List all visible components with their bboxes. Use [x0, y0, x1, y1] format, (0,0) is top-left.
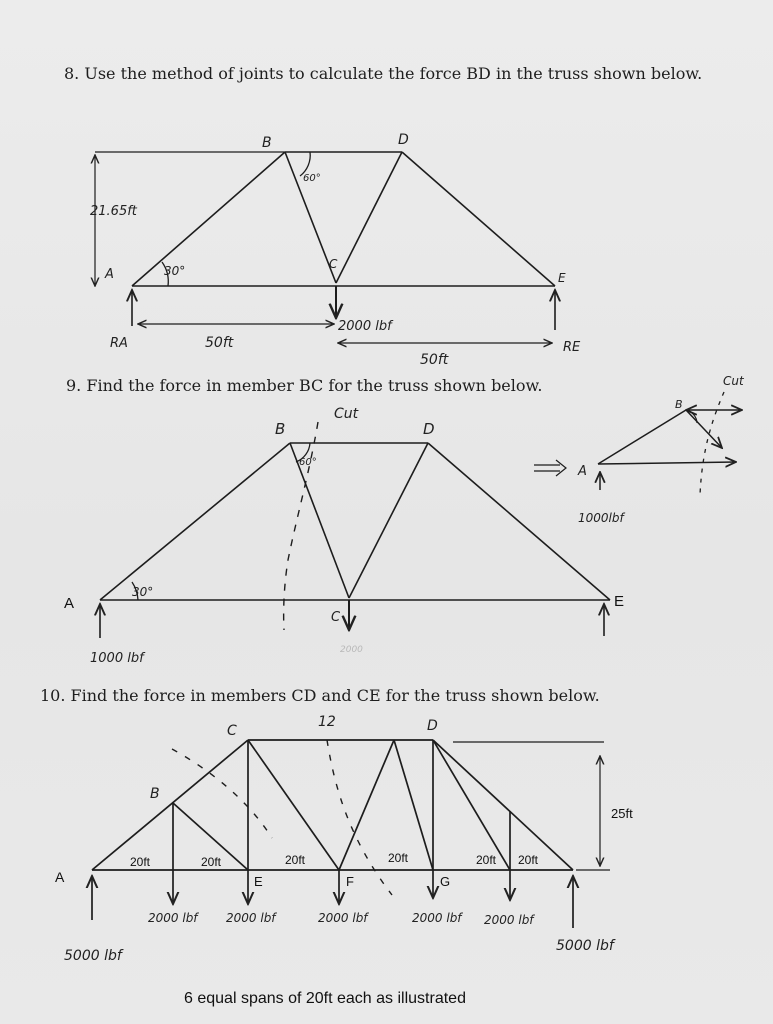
fig9-angle-a-label: 30°: [132, 585, 154, 599]
fig9-cut-label: Cut: [334, 406, 359, 422]
inset-member-ab: [598, 410, 686, 464]
fig10-member-ac: [92, 740, 248, 870]
figure-10-labels: [55, 714, 633, 964]
fig10-node-b: B: [150, 786, 160, 802]
fig10-load-label-4: 2000 lbf: [412, 911, 462, 925]
fig10-span-6: 20ft: [518, 853, 539, 867]
fig10-diag-right: [433, 740, 510, 870]
fig10-footnote: 6 equal spans of 20ft each as illustrated: [184, 990, 466, 1007]
fig9-member-cd: [349, 443, 428, 598]
figure-8-labels: [90, 132, 581, 368]
fig10-load-label-3: 2000 lbf: [318, 911, 368, 925]
question-8-text: 8. Use the method of joints to calculate the force BD in the truss shown below.: [64, 64, 703, 83]
fig10-node-d: D: [427, 718, 438, 734]
fig8-node-a: A: [105, 267, 114, 282]
fig10-span-4: 20ft: [388, 851, 409, 865]
fig10-diag-f-up: [339, 740, 394, 870]
fig9-angle-b-label: 60°: [299, 457, 317, 468]
fig8-node-d: D: [398, 132, 409, 148]
fig10-cut-line-right: [327, 740, 392, 895]
fig9-inset-labels: [577, 374, 745, 525]
fig10-node-a: A: [55, 869, 65, 885]
fig10-reaction-left-label: 5000 lbf: [64, 948, 122, 964]
fig9-load-faint-label: 2000: [340, 645, 363, 655]
fig9-node-e: E: [614, 593, 625, 610]
question-9-text: 9. Find the force in member BC for the truss shown below.: [66, 376, 543, 395]
fig8-span-left-label: 50ft: [205, 335, 234, 351]
inset-force-label: 1000lbf: [578, 511, 624, 525]
fig8-reaction-a-label: RA: [110, 336, 128, 351]
fig10-reaction-right-label: 5000 lbf: [556, 938, 614, 954]
question-10-text: 10. Find the force in members CD and CE for the truss shown below.: [40, 686, 600, 705]
fig9-node-a: A: [64, 595, 75, 612]
fig8-angle-a-label: 30°: [164, 264, 186, 278]
fig8-height-label: 21.65ft: [90, 204, 137, 219]
fig10-node-e: E: [254, 874, 263, 889]
fig8-angle-b-label: 60°: [303, 173, 321, 184]
fig9-cut-line: [284, 422, 318, 630]
inset-implies-arrow-head: [556, 460, 566, 476]
fig8-span-right-label: 50ft: [420, 352, 449, 368]
fig8-node-e: E: [558, 271, 566, 285]
fig10-height-label: 25ft: [611, 806, 633, 821]
inset-bc-force: [686, 410, 722, 448]
fig9-node-b: B: [275, 420, 286, 438]
fig10-cut-label: 12: [318, 714, 336, 730]
inset-cut-line: [700, 392, 724, 495]
fig8-member-cd: [336, 152, 402, 283]
fig9-node-c: C: [331, 610, 341, 625]
fig9-reaction-label: 1000 lbf: [90, 651, 144, 666]
figure-8-truss: [95, 152, 555, 343]
fig8-load-label: 2000 lbf: [338, 319, 392, 334]
fig10-node-c: C: [227, 723, 237, 739]
fig10-span-1: 20ft: [130, 855, 151, 869]
figure-9-labels: [64, 406, 624, 666]
fig10-load-label-5: 2000 lbf: [484, 913, 534, 927]
inset-node-b: B: [675, 398, 683, 411]
figure-10-truss: [92, 740, 610, 928]
fig10-node-g: G: [440, 874, 451, 889]
fig10-span-2: 20ft: [201, 855, 222, 869]
fig10-load-label-2: 2000 lbf: [226, 911, 276, 925]
fig9-node-d: D: [423, 420, 435, 438]
inset-bottom-force: [598, 462, 736, 464]
fig8-member-de: [402, 152, 555, 286]
fig10-diag-cf: [248, 740, 339, 870]
fig9-member-ab: [100, 443, 290, 600]
fig8-reaction-e-label: RE: [563, 340, 581, 355]
inset-node-a: A: [578, 464, 587, 479]
fig10-span-3: 20ft: [285, 853, 306, 867]
fig8-member-ab: [132, 152, 285, 286]
fig10-load-label-1: 2000 lbf: [148, 911, 198, 925]
fig9-inset-free-body: [534, 392, 742, 495]
figure-9-truss: [100, 422, 610, 638]
fig8-node-b: B: [262, 135, 272, 151]
fig10-node-f: F: [346, 874, 354, 889]
fig10-member-right-top: [433, 740, 573, 870]
fig10-span-5: 20ft: [476, 853, 497, 867]
inset-cut-label: Cut: [723, 374, 744, 388]
fig8-node-c: C: [329, 257, 338, 271]
